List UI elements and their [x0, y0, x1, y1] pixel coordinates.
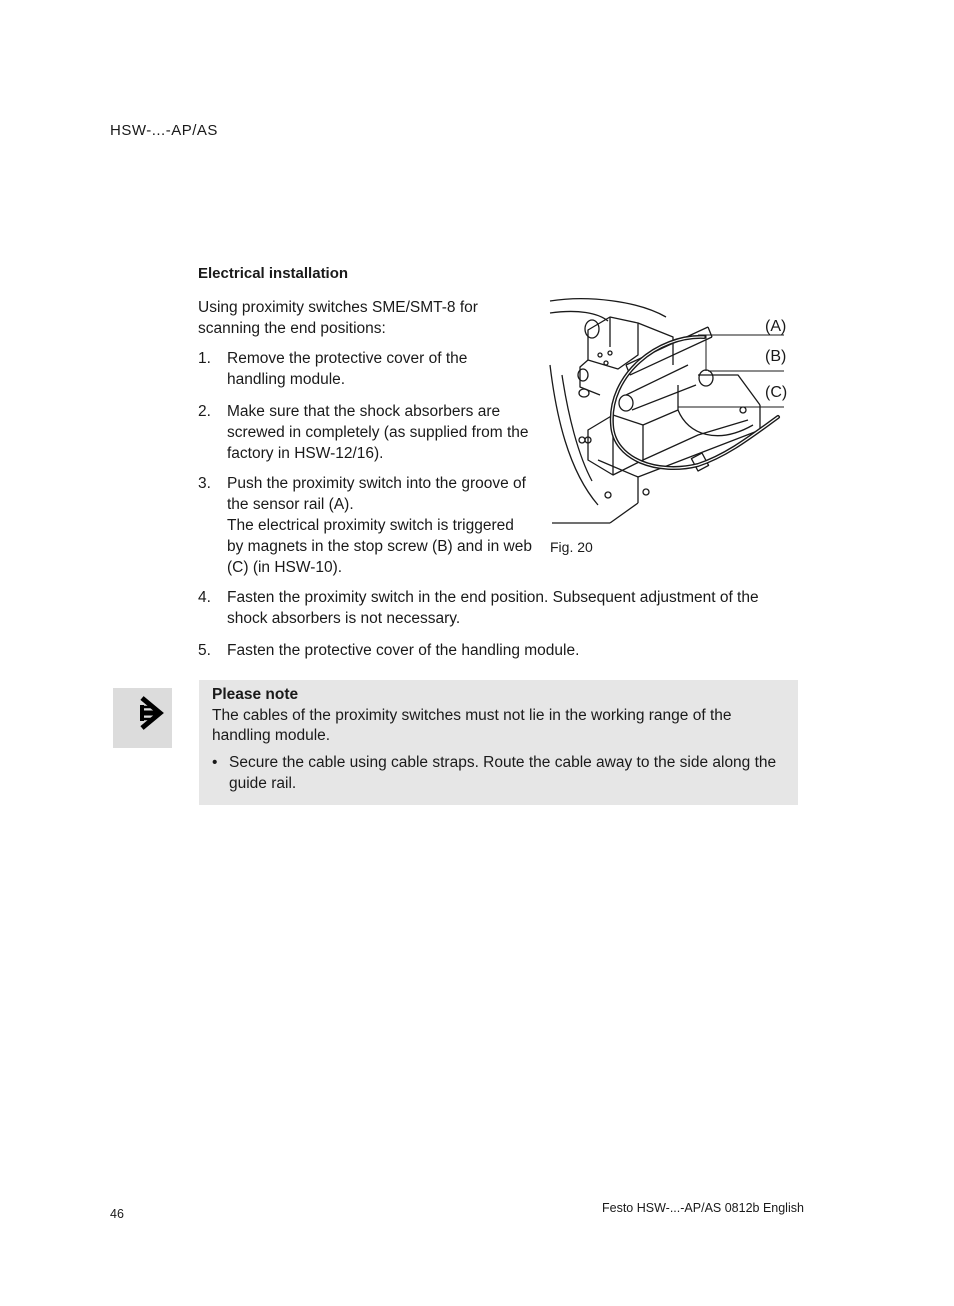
step-text: Push the proximity switch into the groove of the sensor rail (A). — [227, 475, 526, 513]
step-text: Fasten the proximity switch in the end position. Subsequent adjustment of the shock absorbers is not necessary. — [227, 589, 759, 627]
intro-paragraph: Using proximity switches SME/SMT-8 for scanning the end positions: — [198, 299, 478, 337]
step-number: 1. — [198, 350, 211, 367]
section-heading: Electrical installation — [198, 265, 349, 282]
step-number: 3. — [198, 475, 211, 492]
note-text: The cables of the proximity switches must not lie in the working range of the handling module. — [212, 707, 732, 744]
figure-caption: Fig. 20 — [550, 539, 593, 555]
handling-module-figure — [548, 295, 788, 531]
bullet-mark: • — [212, 754, 218, 771]
footer-text: Festo HSW-...-AP/AS 0812b English — [602, 1201, 804, 1215]
step-number: 4. — [198, 589, 211, 606]
step-number: 5. — [198, 642, 211, 659]
page-header-title: HSW-...-AP/AS — [110, 122, 218, 139]
step-text: Fasten the protective cover of the handling module. — [227, 642, 580, 659]
handling-module-drawing — [548, 295, 788, 531]
step-text: Remove the protective cover of the handling module. — [227, 350, 468, 388]
arrow-right-icon — [113, 688, 172, 748]
step-subtext: The electrical proximity switch is triggered by magnets in the stop screw (B) and in web (C) (in HSW-10). — [227, 517, 532, 576]
note-bullet-text: Secure the cable using cable straps. Route the cable away to the side along the guide rail. — [229, 754, 777, 792]
callout-label-c: (C) — [765, 384, 788, 401]
callout-label-a: (A) — [765, 318, 787, 335]
callout-label-b: (B) — [765, 348, 787, 365]
page-number: 46 — [110, 1207, 124, 1221]
step-number: 2. — [198, 403, 211, 420]
please-note-box — [199, 680, 798, 805]
step-text: Make sure that the shock absorbers are screwed in completely (as supplied from the factory in HSW-12/16). — [227, 403, 529, 462]
note-title: Please note — [212, 686, 299, 703]
note-icon-box — [113, 688, 172, 748]
